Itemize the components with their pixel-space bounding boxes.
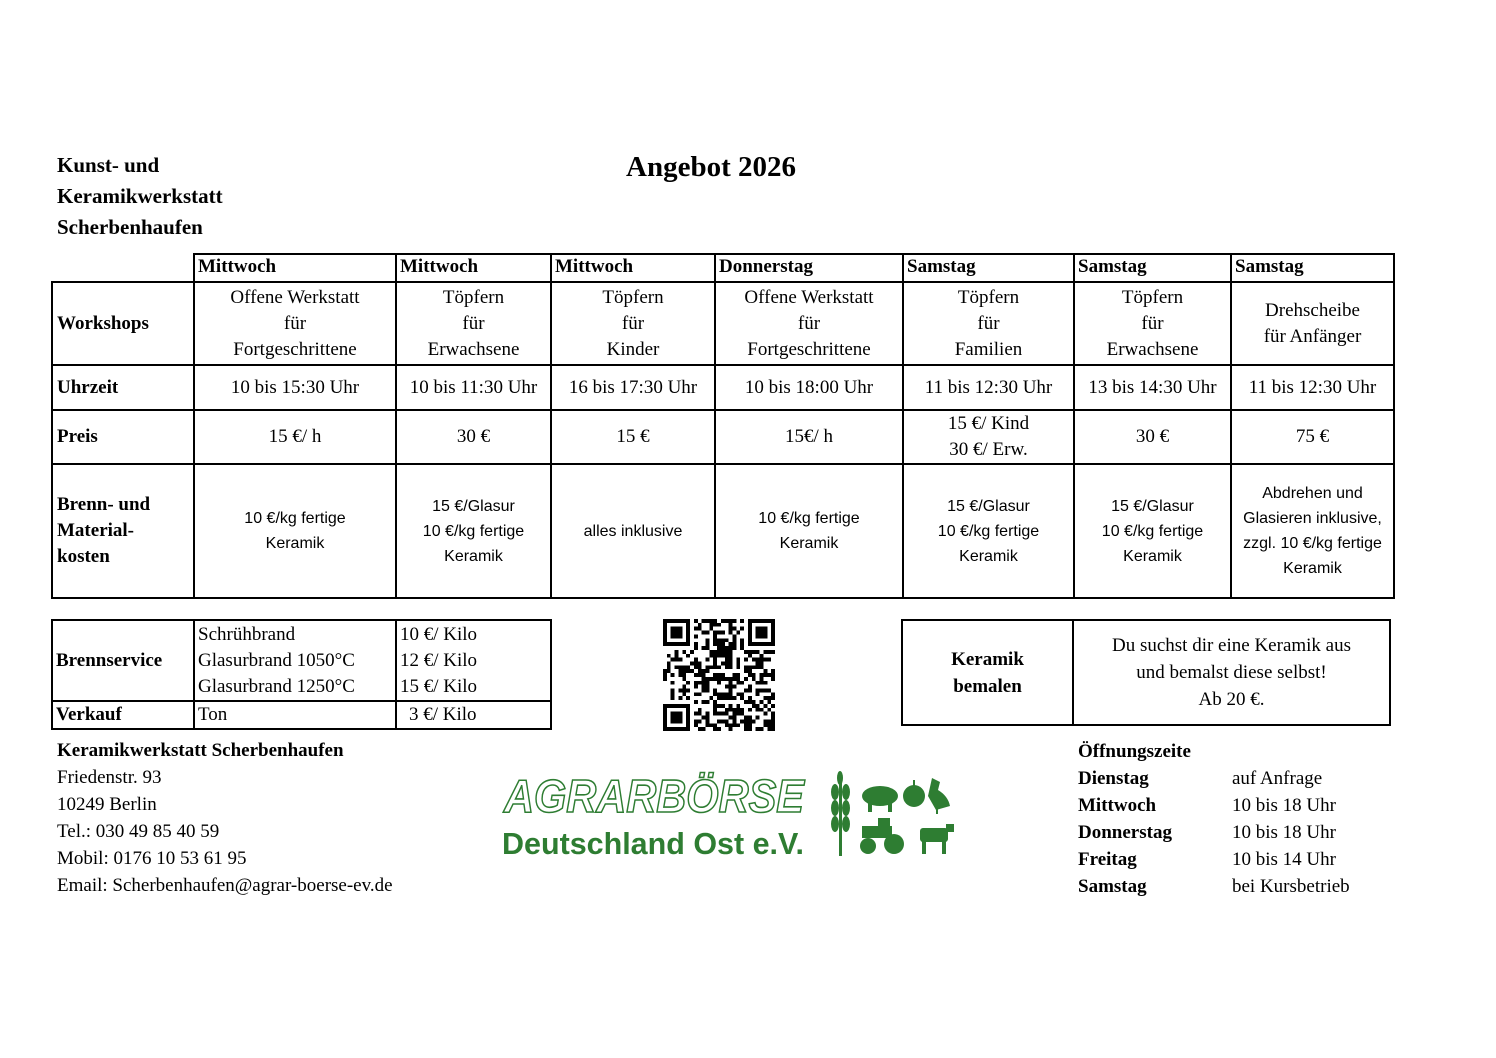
opening-hours-title: Öffnungszeite <box>1078 741 1191 762</box>
corner-cell <box>52 254 194 282</box>
opening-hours <box>1078 738 1350 900</box>
hours-time: 10 bis 18 Uhr <box>1232 795 1336 816</box>
hours-day: Freitag <box>1078 849 1137 870</box>
contact-name: Keramikwerkstatt Scherbenhaufen <box>57 740 344 761</box>
cell-line: Brenn- und <box>57 494 151 515</box>
verkauf-price: 3 €/ Kilo <box>396 701 551 729</box>
workshop-cell <box>194 282 396 365</box>
material-cell <box>903 464 1074 598</box>
day-row <box>52 254 1394 282</box>
hours-day: Mittwoch <box>1078 795 1157 816</box>
hours-day: Samstag <box>1078 876 1147 897</box>
contact-street: Friedenstr. 93 <box>57 767 162 788</box>
cell-line: bemalen <box>953 675 1022 697</box>
cell-line: für <box>797 312 821 334</box>
cell-line: Töpfern <box>957 286 1020 308</box>
workshop-cell <box>715 282 903 365</box>
offer-table <box>51 253 1395 599</box>
bemalen-label <box>902 620 1073 725</box>
cell-line: Keramik <box>951 648 1024 670</box>
hours-day: Dienstag <box>1078 768 1149 789</box>
cow-icon <box>920 824 954 854</box>
cell-line: für <box>1141 312 1164 334</box>
logo-line2: Deutschland Ost e.V. <box>502 826 804 860</box>
brennservice-label: Brennservice <box>52 620 194 701</box>
row-label-brenn <box>52 464 194 598</box>
price-cell: 75 € <box>1231 410 1394 464</box>
day-header: Mittwoch <box>194 254 396 282</box>
verkauf-item: Ton <box>194 701 396 729</box>
workshop-cell <box>903 282 1074 365</box>
cell-line: 30 €/ Erw. <box>949 439 1028 460</box>
cell-line: für Anfänger <box>1263 325 1362 347</box>
hours-time: bei Kursbetrieb <box>1232 876 1350 897</box>
hours-row <box>1078 765 1350 792</box>
bemalen-row <box>902 620 1390 725</box>
time-cell: 11 bis 12:30 Uhr <box>1231 365 1394 410</box>
wheat-icon <box>831 771 850 856</box>
time-cell: 13 bis 14:30 Uhr <box>1074 365 1231 410</box>
cell-line: Erwachsene <box>1106 338 1199 360</box>
cell-line: Familien <box>954 338 1023 360</box>
cell-line: Abdrehen und <box>1262 485 1363 502</box>
cell-line: Keramik <box>1283 560 1342 577</box>
logo-line1: AGRARBÖRSE <box>503 770 806 822</box>
agrarboerse-logo <box>500 768 960 860</box>
cell-line: Töpfern <box>602 286 664 308</box>
material-row <box>52 464 1394 598</box>
cell-line: Töpfern <box>442 286 505 308</box>
workshop-name-line: Kunst- und <box>57 153 160 177</box>
cell-line: Du suchst dir eine Keramik aus <box>1111 635 1352 656</box>
cell-line: Ab 20 €. <box>1198 689 1265 710</box>
day-header: Donnerstag <box>715 254 903 282</box>
cell-line: Keramik <box>959 547 1018 565</box>
apple-icon <box>903 780 925 807</box>
cell-line: Offene Werkstatt <box>230 286 360 308</box>
cell-line: 15 €/ Kind <box>947 413 1030 434</box>
workshop-cell <box>396 282 551 365</box>
cell-line: kosten <box>57 546 110 567</box>
hours-row <box>1078 846 1350 873</box>
tractor-icon <box>860 818 904 854</box>
hours-time: 10 bis 18 Uhr <box>1232 822 1336 843</box>
contact-tel: Tel.: 030 49 85 40 59 <box>57 821 220 842</box>
cell-line: 15 €/Glasur <box>432 497 515 515</box>
day-header: Samstag <box>903 254 1074 282</box>
brennservice-items <box>194 620 396 701</box>
cell-line: 10 €/kg fertige <box>422 522 525 540</box>
brennservice-item: Glasurbrand 1050°C <box>198 649 355 671</box>
verkauf-label: Verkauf <box>52 701 194 729</box>
workshop-cell <box>551 282 715 365</box>
brennservice-price: 12 €/ Kilo <box>400 649 478 671</box>
contact-city: 10249 Berlin <box>57 794 157 815</box>
material-cell <box>1074 464 1231 598</box>
cell-line: Keramik <box>1123 547 1182 565</box>
price-cell: 15€/ h <box>715 410 903 464</box>
price-cell: 30 € <box>1074 410 1231 464</box>
brennservice-item: Schrühbrand <box>198 623 296 645</box>
cell-line: für <box>977 312 1000 334</box>
bemalen-text <box>1073 620 1390 725</box>
price-cell <box>903 410 1074 464</box>
hours-row <box>1078 819 1350 846</box>
cell-line: 10 €/kg fertige <box>1101 522 1204 540</box>
contact-email[interactable]: Email: Scherbenhaufen@agrar-boerse-ev.de <box>57 875 393 896</box>
workshop-cell <box>1231 282 1394 365</box>
cell-line: für <box>462 312 485 334</box>
cell-line: 10 €/kg fertige <box>937 522 1040 540</box>
brennservice-table <box>51 619 552 730</box>
uhrzeit-row <box>52 365 1394 410</box>
price-cell: 30 € <box>396 410 551 464</box>
row-label-workshops: Workshops <box>52 282 194 365</box>
bemalen-box <box>901 619 1391 726</box>
hours-day: Donnerstag <box>1078 822 1172 843</box>
pig-icon <box>862 786 898 812</box>
hours-time: 10 bis 14 Uhr <box>1232 849 1336 870</box>
day-header: Mittwoch <box>551 254 715 282</box>
price-cell: 15 €/ h <box>194 410 396 464</box>
brennservice-price: 10 €/ Kilo <box>400 623 478 645</box>
preis-row <box>52 410 1394 464</box>
hours-row <box>1078 792 1350 819</box>
rooster-icon <box>928 778 950 814</box>
cell-line: für <box>283 312 307 334</box>
cell-line: 10 €/kg fertige <box>758 510 860 527</box>
day-header: Samstag <box>1074 254 1231 282</box>
cell-line: Fortgeschrittene <box>233 338 357 360</box>
hours-row <box>1078 873 1350 900</box>
workshop-name-line: Keramikwerkstatt <box>57 184 223 208</box>
cell-line: Material- <box>57 520 135 541</box>
cell-line: Keramik <box>779 535 839 552</box>
cell-line: und bemalst diese selbst! <box>1136 662 1327 683</box>
cell-line: Töpfern <box>1121 286 1184 308</box>
material-cell <box>715 464 903 598</box>
cell-line: 15 €/Glasur <box>1111 497 1194 515</box>
row-label-preis: Preis <box>52 410 194 464</box>
cell-line: Kinder <box>606 338 660 360</box>
hours-time: auf Anfrage <box>1232 768 1323 789</box>
cell-line: 15 €/Glasur <box>947 497 1030 515</box>
time-cell: 10 bis 11:30 Uhr <box>396 365 551 410</box>
workshop-name <box>57 150 223 243</box>
page-title: Angebot 2026 <box>626 151 796 183</box>
cell-line: Fortgeschrittene <box>747 338 871 360</box>
cell-line: Offene Werkstatt <box>744 286 874 308</box>
material-cell <box>1231 464 1394 598</box>
cell-line: Glasieren inklusive, <box>1243 510 1382 527</box>
time-cell: 10 bis 18:00 Uhr <box>715 365 903 410</box>
cell-line: 10 €/kg fertige <box>244 510 346 527</box>
cell-line: alles inklusive <box>583 522 683 540</box>
row-label-uhrzeit: Uhrzeit <box>52 365 194 410</box>
cell-line: Keramik <box>265 535 325 552</box>
material-cell <box>194 464 396 598</box>
price-cell: 15 € <box>551 410 715 464</box>
material-cell <box>551 464 715 598</box>
cell-line: für <box>621 312 645 334</box>
contact-mobil: Mobil: 0176 10 53 61 95 <box>57 848 247 869</box>
time-cell: 16 bis 17:30 Uhr <box>551 365 715 410</box>
cell-line: Erwachsene <box>427 338 520 360</box>
day-header: Samstag <box>1231 254 1394 282</box>
time-cell: 11 bis 12:30 Uhr <box>903 365 1074 410</box>
cell-line: zzgl. 10 €/kg fertige <box>1243 535 1382 552</box>
qr-code[interactable] <box>661 619 777 731</box>
contact-block <box>57 737 393 899</box>
material-cell <box>396 464 551 598</box>
brennservice-price: 15 €/ Kilo <box>400 675 478 697</box>
workshops-row <box>52 282 1394 365</box>
workshop-cell <box>1074 282 1231 365</box>
time-cell: 10 bis 15:30 Uhr <box>194 365 396 410</box>
brennservice-row <box>52 620 551 701</box>
workshop-name-line: Scherbenhaufen <box>57 215 203 239</box>
brennservice-prices <box>396 620 551 701</box>
day-header: Mittwoch <box>396 254 551 282</box>
brennservice-item: Glasurbrand 1250°C <box>198 675 355 697</box>
cell-line: Drehscheibe <box>1265 299 1360 321</box>
cell-line: Keramik <box>444 547 503 565</box>
verkauf-row <box>52 701 551 729</box>
